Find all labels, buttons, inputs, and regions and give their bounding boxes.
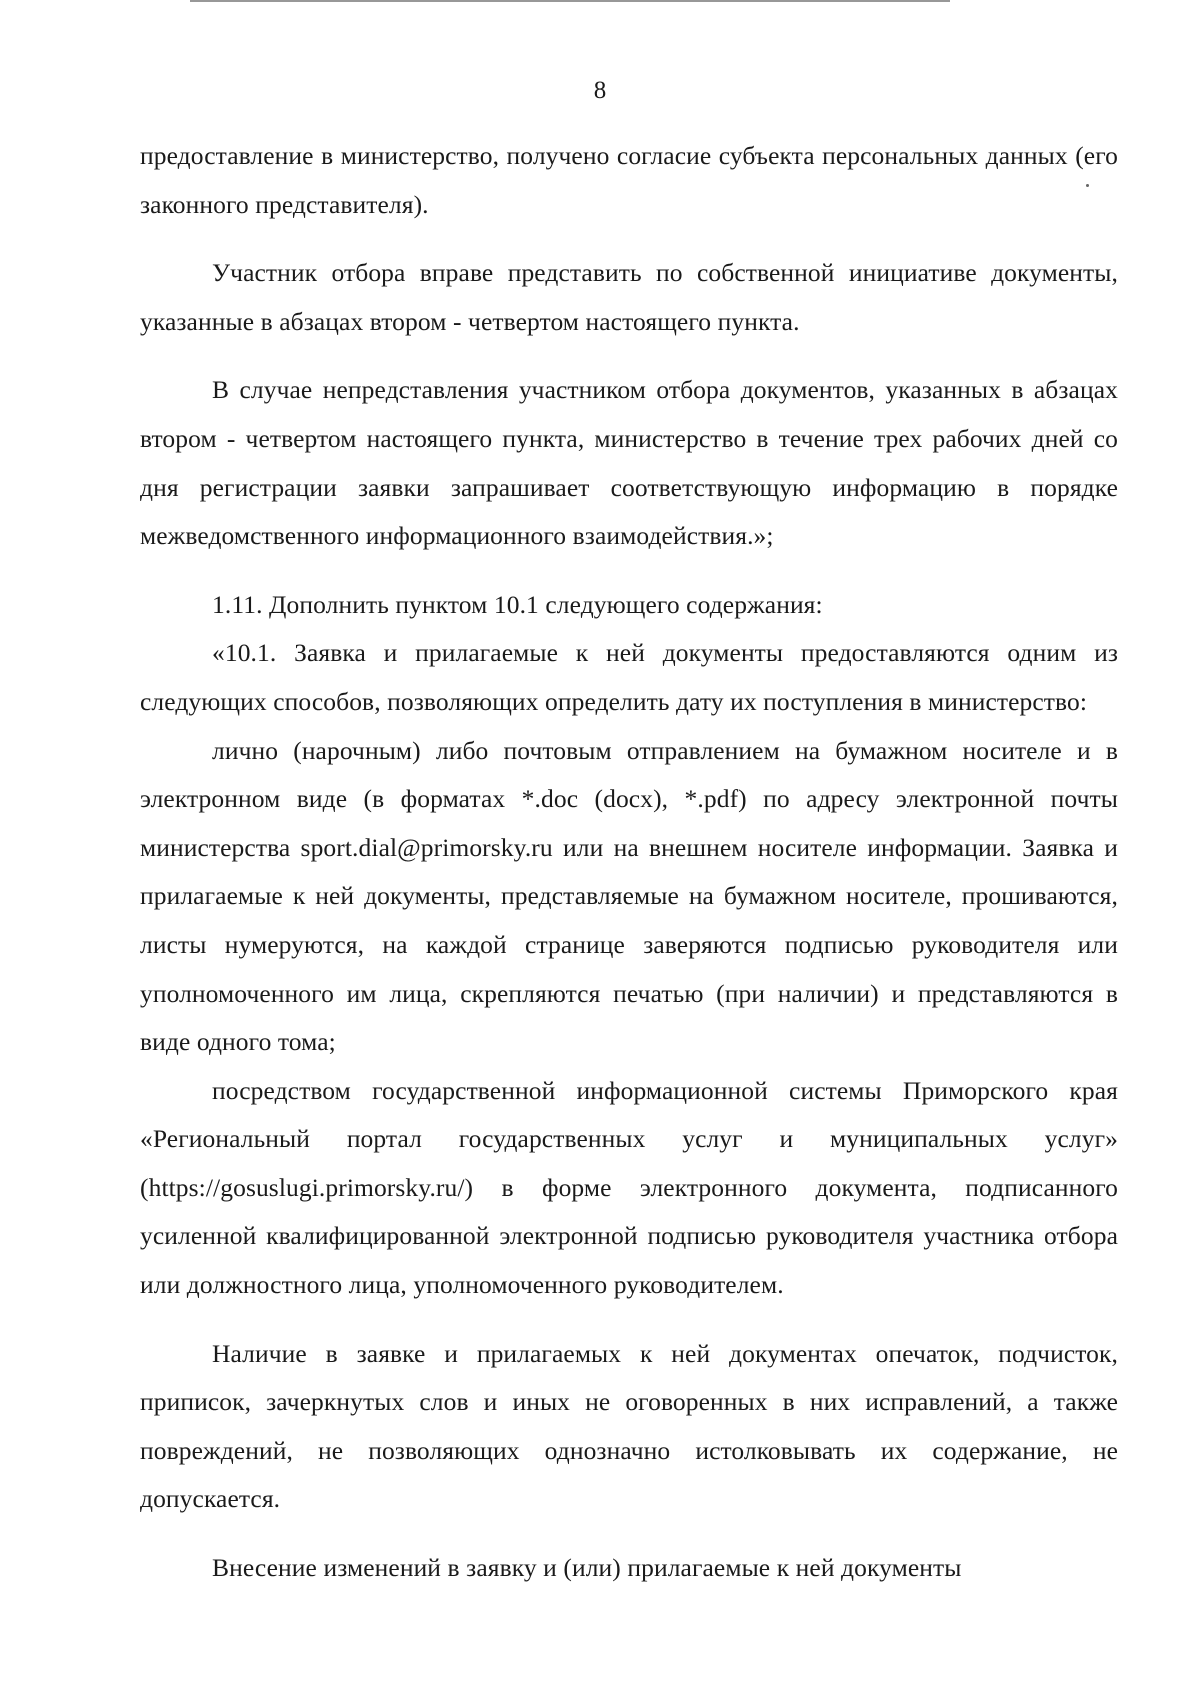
paragraph-clause-10-1: «10.1. Заявка и прилагаемые к ней документы предоставляются одним из следующих способов, позволяющих определить дату их поступления в министерство:	[140, 638, 1118, 716]
document-body	[140, 132, 1118, 1593]
paragraph-changes-to-application: Внесение изменений в заявку и (или) прилагаемые к ней документы	[212, 1553, 962, 1583]
paragraph-participant-right: Участник отбора вправе представить по собственной инициативе документы, указанные в абзацах втором - четвертом настоящего пункта.	[140, 258, 1118, 336]
paragraph-submission-in-person: лично (нарочным) либо почтовым отправлением на бумажном носителе и в электронном виде (в форматах *.doc (docx), *.pdf) по адресу электронной почты министерства sport.dial@primorsky.ru или на внешнем носителе информации. Заявка и прилагаемые к ней документы, представляемые на бумажном носителе, прошиваются, листы нумеруются, на каждой странице заверяются подписью руководителя или уполномоченного им лица, скрепляются печатью (при наличии) и представляются в виде одного тома;	[140, 735, 1118, 1057]
paragraph-corrections-prohibited: Наличие в заявке и прилагаемых к ней документах опечаток, подчисток, приписок, зачеркнутых слов и иных не оговоренных в них исправлений, а также повреждений, не позволяющих однозначно истолковывать их содержание, не допускается.	[140, 1338, 1118, 1514]
scan-top-edge	[190, 0, 950, 2]
paragraph-submission-portal: посредством государственной информационной системы Приморского края «Региональный портал государственных услуг и муниципальных услуг» (https://gosuslugi.primorsky.ru/) в форме электронного документа, подписанного усиленной квалифицированной электронной подписью руководителя участника отбора или должностного лица, уполномоченного руководителем.	[140, 1075, 1118, 1300]
page-number: 8	[593, 77, 607, 104]
paragraph-continuation: предоставление в министерство, получено согласие субъекта персональных данных (его законного представителя).	[140, 141, 1118, 219]
paragraph-interagency-request: В случае непредставления участником отбора документов, указанных в абзацах втором - четвертом настоящего пункта, министерство в течение трех рабочих дней со дня регистрации заявки запрашивает соответствующую информацию в порядке межведомственного информационного взаимодействия.»;	[140, 375, 1118, 551]
paragraph-amendment-1-11: 1.11. Дополнить пунктом 10.1 следующего содержания:	[212, 589, 823, 619]
